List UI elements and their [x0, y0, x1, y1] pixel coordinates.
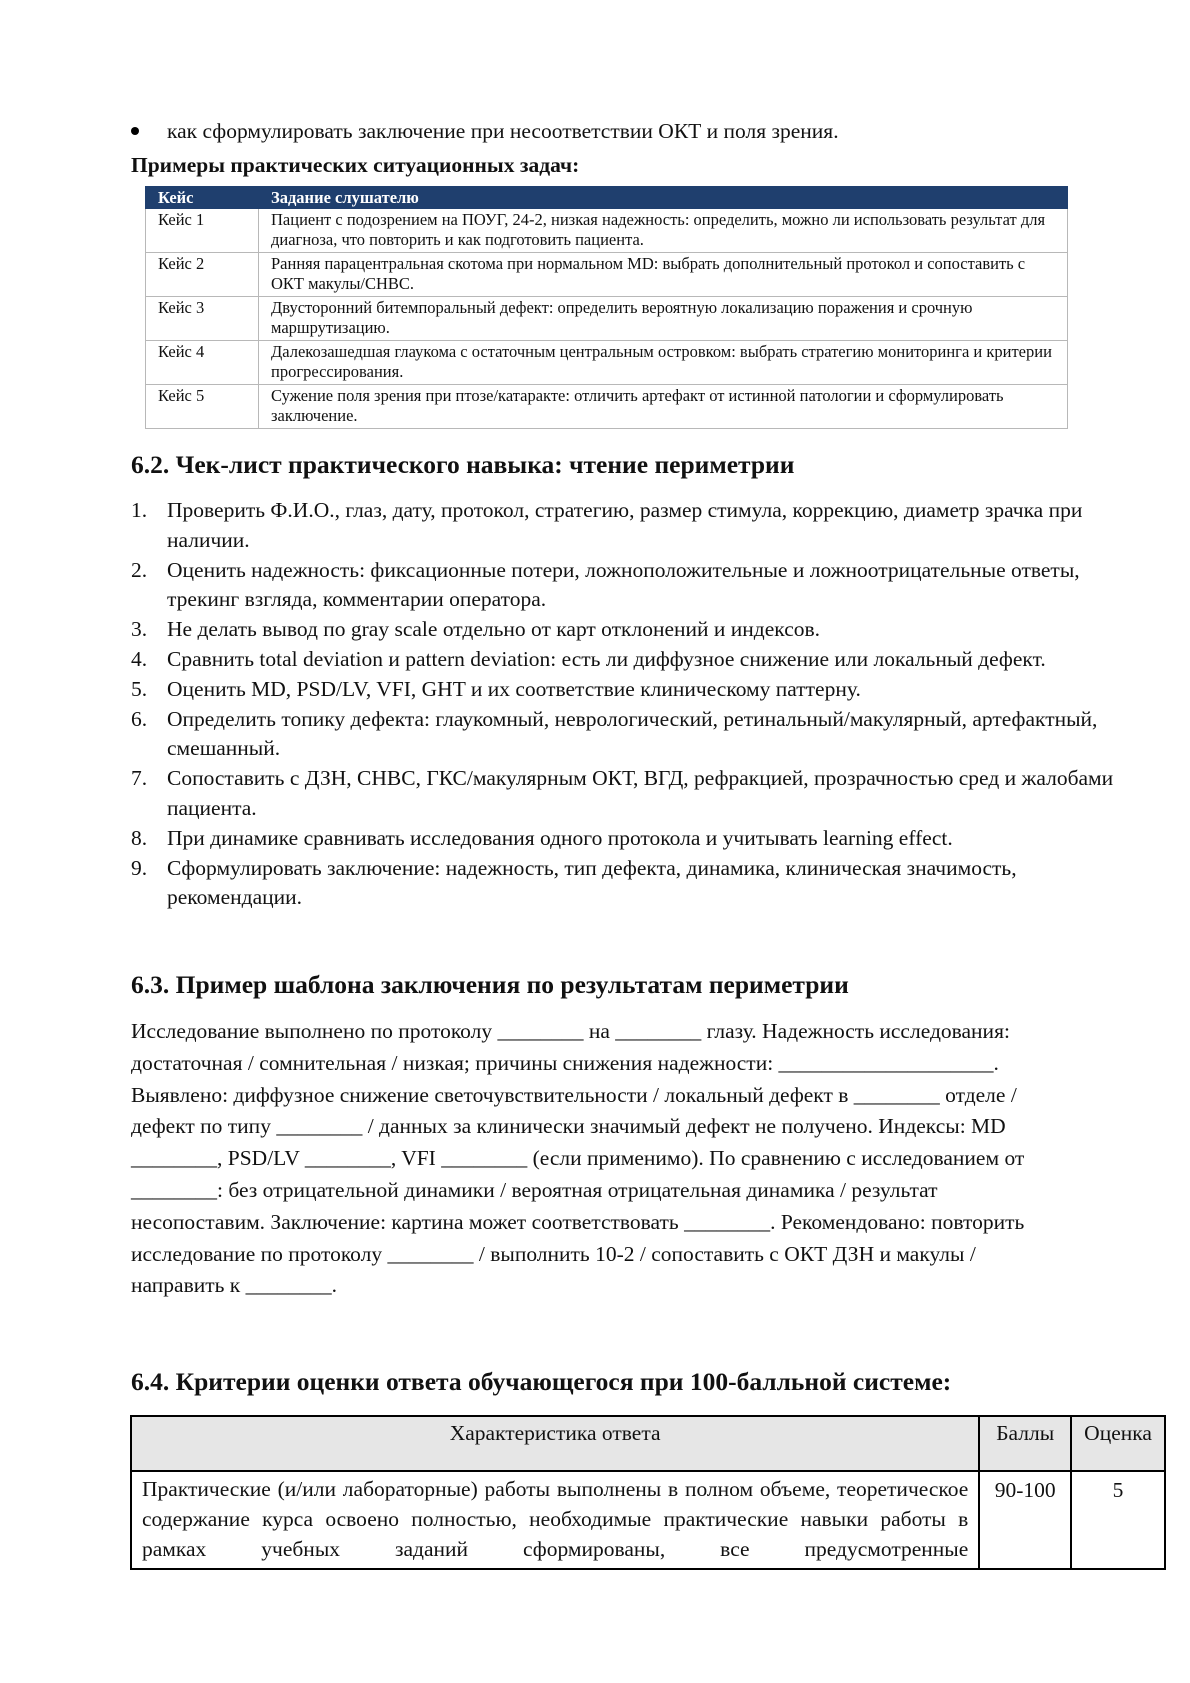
- case-task: Сужение поля зрения при птозе/катаракте: отличить артефакт от истинной патологии и сформулировать заключение.: [259, 385, 1068, 429]
- bullet-icon: [131, 127, 139, 135]
- list-item: [131, 675, 1131, 705]
- list-item-number: 3.: [131, 617, 148, 642]
- case-task: Ранняя парацентральная скотома при нормальном MD: выбрать дополнительный протокол и сопоставить с ОКТ макулы/СНВС.: [259, 253, 1068, 297]
- criteria-header-grade: Оценка: [1071, 1416, 1165, 1471]
- section-6-4-title: 6.4. Критерии оценки ответа обучающегося при 100-балльной системе:: [131, 1367, 952, 1396]
- criteria-description: Практические (и/или лабораторные) работы выполнены в полном объеме, теоретическое содержание курса освоено полностью, необходимые практические навыки работы в рамках учебных заданий сформированы, все предусмотренные: [131, 1471, 979, 1569]
- list-item: [131, 496, 1131, 556]
- table-row: [146, 385, 1068, 429]
- list-item-number: 7.: [131, 766, 148, 791]
- list-item-number: 8.: [131, 825, 148, 850]
- list-item-number: 5.: [131, 676, 148, 701]
- list-item: [131, 824, 1131, 854]
- case-task: Далекозашедшая глаукома с остаточным центральным островком: выбрать стратегию мониторинга и критерии прогрессирования.: [259, 341, 1068, 385]
- cases-header-task: Задание слушателю: [259, 187, 1068, 209]
- case-label: Кейс 1: [146, 209, 259, 253]
- list-item-number: 4.: [131, 646, 148, 671]
- cases-header-case: Кейс: [146, 187, 259, 209]
- document-page: [131, 116, 1161, 1561]
- list-item-text: Сформулировать заключение: надежность, тип дефекта, динамика, клиническая значимость, рекомендации.: [167, 855, 1017, 910]
- checklist: [131, 496, 1131, 913]
- case-task: Двусторонний битемпоральный дефект: определить вероятную локализацию поражения и срочную маршрутизацию.: [259, 297, 1068, 341]
- criteria-header-row: [131, 1416, 1165, 1471]
- list-item-text: Проверить Ф.И.О., глаз, дату, протокол, стратегию, размер стимула, коррекцию, диаметр зрачка при наличии.: [167, 498, 1083, 552]
- table-row: [146, 297, 1068, 341]
- list-item-number: 9.: [131, 855, 148, 880]
- case-label: Кейс 4: [146, 341, 259, 385]
- list-item: [131, 615, 1131, 645]
- list-item-text: Оценить надежность: фиксационные потери, ложноположительные и ложноотрицательные ответы, трекинг взгляда, комментарии оператора.: [167, 557, 1080, 612]
- list-item: [131, 705, 1131, 765]
- cases-table: [145, 186, 1068, 429]
- criteria-table: [130, 1415, 1166, 1570]
- cases-heading: Примеры практических ситуационных задач:: [131, 153, 580, 177]
- case-label: Кейс 2: [146, 253, 259, 297]
- case-label: Кейс 5: [146, 385, 259, 429]
- list-item-number: 1.: [131, 498, 148, 522]
- list-item-text: Определить топику дефекта: глаукомный, неврологический, ретинальный/макулярный, артефактный, смешанный.: [167, 706, 1098, 761]
- table-row: [146, 253, 1068, 297]
- list-item-text: Оценить MD, PSD/LV, VFI, GHT и их соответствие клиническому паттерну.: [167, 676, 861, 701]
- criteria-grade: 5: [1071, 1471, 1165, 1569]
- table-row: [131, 1471, 1165, 1569]
- intro-bullet-text: как сформулировать заключение при несоответствии ОКТ и поля зрения.: [167, 119, 839, 143]
- criteria-header-description: Характеристика ответа: [131, 1416, 979, 1471]
- table-row: [146, 341, 1068, 385]
- section-6-3-title: 6.3. Пример шаблона заключения по результатам периметрии: [131, 970, 849, 999]
- case-task: Пациент с подозрением на ПОУГ, 24-2, низкая надежность: определить, можно ли использовать результат для диагноза, что повторить и как подготовить пациента.: [259, 209, 1068, 253]
- list-item: [131, 645, 1131, 675]
- case-label: Кейс 3: [146, 297, 259, 341]
- list-item-number: 6.: [131, 706, 148, 731]
- criteria-score: 90-100: [979, 1471, 1071, 1569]
- section-6-2-title: 6.2. Чек-лист практического навыка: чтение периметрии: [131, 450, 795, 479]
- table-row: [146, 209, 1068, 253]
- intro-bullet-item: [131, 116, 1161, 146]
- list-item: [131, 854, 1131, 914]
- list-item-number: 2.: [131, 557, 148, 582]
- list-item-text: Сопоставить с ДЗН, СНВС, ГКС/макулярным ОКТ, ВГД, рефракцией, прозрачностью сред и жалобами пациента.: [167, 766, 1114, 820]
- list-item-text: Сравнить total deviation и pattern deviation: есть ли диффузное снижение или локальный дефект.: [167, 646, 1046, 671]
- criteria-header-score: Баллы: [979, 1416, 1071, 1471]
- list-item: [131, 764, 1131, 824]
- list-item: [131, 556, 1131, 616]
- list-item-text: При динамике сравнивать исследования одного протокола и учитывать learning effect.: [167, 825, 953, 850]
- list-item-text: Не делать вывод по gray scale отдельно от карт отклонений и индексов.: [167, 617, 821, 642]
- cases-table-header-row: [146, 187, 1068, 209]
- conclusion-template-text: Исследование выполнено по протоколу ________ на ________ глазу. Надежность исследования: достаточная / сомнительная / низкая; причины снижения надежности: ____________________. Выявлено: диффузное снижение светочувствительности / локальный дефект в ________ отделе / дефект по типу ________ / данных за клинически значимый дефект не получено. Индексы: MD ________, PSD/LV ________, VFI ________ (если применимо). По сравнению с исследованием от ________: без отрицательной динамики / вероятная отрицательная динамика / результат несопоставим. Заключение: картина может соответствовать ________. Рекомендовано: повторить исследование по протоколу ________ / выполнить 10-2 / сопоставить с ОКТ ДЗН и макулы / направить к ________.: [131, 1019, 1025, 1298]
